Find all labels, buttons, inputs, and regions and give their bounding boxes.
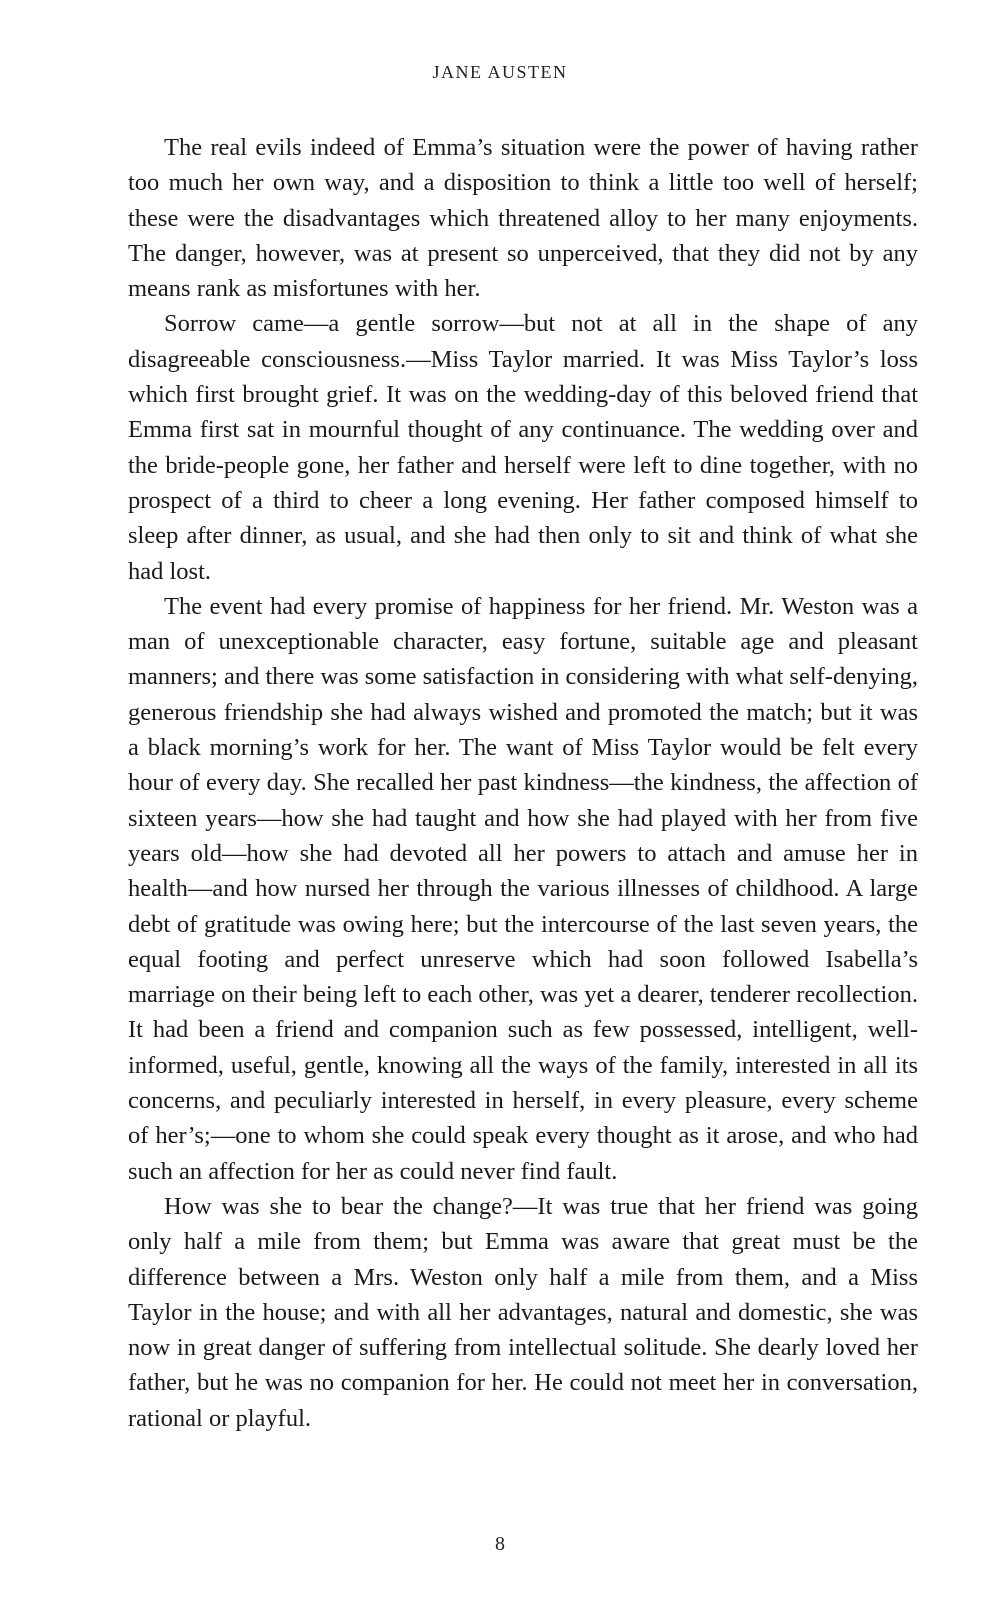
paragraph: The real evils indeed of Emma’s situation were the power of having rather too much her own way, and a disposition to think a little too well of herself; these were the disadvantages which threatened alloy to her many enjoyments. The danger, however, was at present so unperceived, that they did not by any means rank as misfortunes with her. <box>128 134 918 303</box>
paragraph: The event had every promise of happiness for her friend. Mr. Weston was a man of unexceptionable character, easy fortune, suitable age and pleasant manners; and there was some satisfaction in considering with what self-denying, generous friendship she had always wished and promoted the match; but it was a black morning’s work for her. The want of Miss Taylor would be felt every hour of every day. She recalled her past kindness—the kindness, the affection of sixteen years—how she had taught and how she had played with her from five years old—how she had devoted all her powers to attach and amuse her in health—and how nursed her through the various illnesses of childhood. A large debt of gratitude was owing here; but the intercourse of the last seven years, the equal footing and perfect unreserve which had soon followed Isabella’s marriage on their being left to each other, was yet a dearer, tenderer recollection. It had been a friend and companion such as few possessed, intelligent, well-informed, useful, gentle, knowing all the ways of the family, interested in all its concerns, and peculiarly interested in herself, in every pleasure, every scheme of her’s;—one to whom she could speak every thought as it arose, and who had such an affection for her as could never find fault. <box>128 592 918 1185</box>
running-head: JANE AUSTEN <box>432 62 568 82</box>
paragraph: Sorrow came—a gentle sorrow—but not at all in the shape of any disagreeable consciousness.—Miss Taylor married. It was Miss Taylor’s loss which first brought grief. It was on the wedding-day of this beloved friend that Emma first sat in mournful thought of any continuance. The wedding over and the bride-people gone, her father and herself were left to dine together, with no prospect of a third to cheer a long evening. Her father composed himself to sleep after dinner, as usual, and she had then only to sit and think of what she had lost. <box>128 310 918 585</box>
page-number: 8 <box>495 1533 505 1555</box>
body-text <box>128 130 918 1436</box>
paragraph: How was she to bear the change?—It was true that her friend was going only half a mile from them; but Emma was aware that great must be the difference between a Mrs. Weston only half a mile from them, and a Miss Taylor in the house; and with all her advantages, natural and domestic, she was now in great danger of suffering from intellectual solitude. She dearly loved her father, but he was no companion for her. He could not meet her in conversation, rational or playful. <box>128 1192 918 1432</box>
